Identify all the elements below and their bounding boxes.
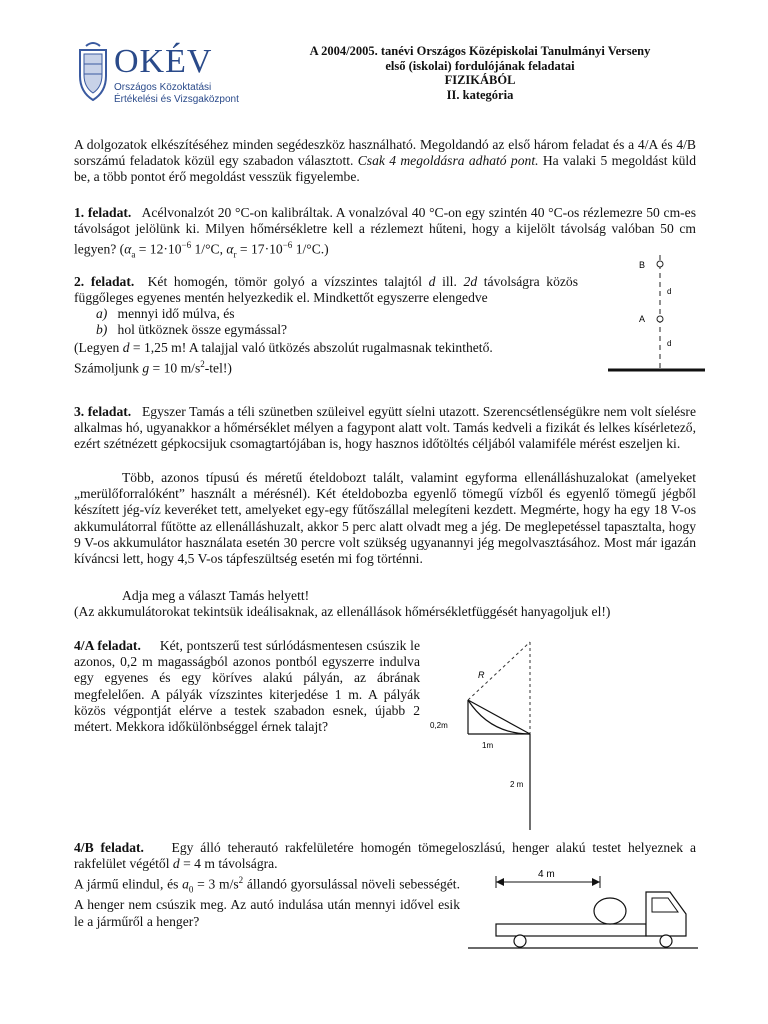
task2-note1: (Legyen d = 1,25 m! A talajjal való ütközés abszolút rugalmasnak tekinthető. (74, 340, 493, 355)
task3-p2: Több, azonos típusú és méretű ételdobozt talált, valamint egyforma ellenálláshuzalokat (amelyeket „merülőforralóként” használt a mérésnél). Két ételdobozba egyenlő tömegű vízből és egyenlő tömegű jégből készített jég-víz keveréket tett, amelyeket egy-egy fűtőszállal melegíteni kezdett. Megmérte, hogy ha egy 18 V-os akkumulátorral fűtötte az ellenálláshuzalt, akkor 5 perc alatt olvadt meg a jég. De meglepetéssel tapasztalta, hogy 9 V-os akkumulátor használata esetén 30 percre volt szükség ugyanannyi jég megolvasztásához. Most már igazán kíváncsi lett, hogy 4,5 V-os tápfeszültség esetén mi fog történni. (74, 470, 696, 567)
task4b-text-d: állandó gyorsulással növeli sebességét. A henger nem csúszik meg. Az autó indulása után mennyi idővel esik le a járműről a henger? (74, 876, 460, 929)
label-a: A (639, 314, 646, 324)
task2-figure (605, 250, 705, 370)
crest-icon (76, 42, 110, 102)
cylinder (594, 898, 626, 924)
label-width: 1m (482, 741, 494, 750)
ball-a (657, 316, 663, 322)
label-r: R (478, 670, 485, 680)
task4b-var-a-sub: 0 (188, 884, 194, 895)
task3-p4: (Az akkumulátorokat tekintsük ideálisaknak, az ellenállások hőmérsékletfüggését hanyagoljuk el!) (74, 604, 611, 619)
task2-label: 2. feladat. (74, 274, 135, 289)
logo (76, 42, 246, 112)
label-d2: d (667, 339, 672, 348)
task4b-figure (490, 864, 700, 954)
task2-item-a: a) mennyi idő múlva, és (96, 306, 235, 321)
task4b-paragraph: 4/B feladat. Egy álló teherautó rakfelületére homogén tömegeloszlású, henger alakú testet helyeznek a rakfelület végétől d = 4 m távolságra. (74, 840, 696, 872)
label-drop: 2 m (510, 780, 524, 789)
header-line2: első (iskolai) fordulójának feladatai (385, 58, 575, 73)
intro-paragraph: A dolgozatok elkészítéséhez minden segédeszköz használható. Megoldandó az első három feladat és a 4/A és 4/B sorszámú feladatok közül egy szabadon választott. Csak 4 megoldásra adható pont. Ha valaki 5 megoldást küld be, a több pontot érő megoldást vesszük figyelembe. (74, 137, 696, 185)
task4b-text-c-exp: 2 (238, 875, 244, 885)
straight-track (468, 700, 530, 734)
logo-line2: Értékelési és Vizsgaközpont (114, 94, 239, 105)
task1-label: 1. feladat. (74, 205, 132, 220)
ball-b (657, 261, 663, 267)
task4b-text-b2: A jármű elindul, és (74, 876, 183, 892)
label-height: 0,2m (430, 721, 448, 730)
logo-line1: Országos Közoktatási (114, 82, 212, 93)
arrow-right-icon (592, 878, 600, 886)
label-b: B (639, 260, 646, 270)
wheel-rear (514, 935, 526, 947)
logo-brand: OKÉV (114, 43, 213, 80)
truck-bed (496, 924, 646, 936)
header (255, 44, 705, 102)
wheel-front (660, 935, 672, 947)
task3-p1: 3. feladat. Egyszer Tamás a téli szünetben szüleivel együtt síelni utazott. Szerencsétlenségükre nem volt síelésre alkalmas hó, ugyanakkor a hőmérséklet mélyen a fagypont alatt volt. Tamás kedveli a fizikát és lelkes kísérletező, ezért szétnézett gépkocsijuk csomagtartójában is, hogy hasznos időtöltés céljából valamiféle mérést eszeljen ki. (74, 404, 696, 452)
arrow-left-icon (496, 878, 504, 886)
task4b-text-c: = 3 m/s (193, 876, 239, 892)
task2-item-b: b) hol ütköznek össze egymással? (96, 322, 288, 337)
header-line4: II. kategória (446, 87, 514, 102)
task2-note2: Számoljunk g = 10 $m/s^2-tel$!) (74, 359, 232, 376)
header-line3: FIZIKÁBÓL (444, 73, 516, 87)
task3-p3: Adja meg a választ Tamás helyett! (122, 588, 310, 603)
task3-label: 3. feladat. (74, 404, 132, 419)
header-line1: A 2004/2005. tanévi Országos Középiskolai Tanulmányi Verseny (309, 44, 651, 58)
task1-paragraph: 1. feladat. Acélvonalzót 20 °C-on kalibráltak. A vonalzóval 40 °C-on egy szintén 40 °C-os rézlemezre 50 cm-es távolságot jelölünk ki. Milyen hőmérsékletre kell a rézlemezt hűteni, hogy a kijelölt távolság valóban 50 cm legyen? ($\alpha_a = 12\cdot 10^{-6}$ 1/°C, $\alpha_r = 17\cdot 10^{-6}$ 1/°C.) (74, 205, 696, 260)
task4b-label: 4/B feladat. (74, 840, 144, 855)
task4a-figure (430, 642, 550, 832)
task4b-paragraph-cont (74, 872, 460, 930)
task4b-var-a: a (182, 876, 189, 892)
label-d1: d (667, 287, 672, 296)
intro-italic: Csak 4 megoldásra adható pont. (357, 153, 539, 169)
task4a-paragraph: 4/A feladat. Két, pontszerű test súrlódásmentesen csúszik le azonos, 0,2 m magasságból azonos pontból egyszerre indulva egy egyenes és egy köríves alakú pályán, az ábrának megfelelően. A pályák vízszintes kiterjedése 1 m. A pályák közös végpontját elérve a testek szabadon esnek, újabb 2 métert. Mekkora időkülönbséggel érnek talajt? (74, 638, 420, 735)
task2-paragraph: 2. feladat. Két homogén, tömör golyó a vízszintes talajtól d ill. 2d távolságra közös függőleges egyenes mentén helyezkedik el. Mindkettőt egyszerre elengedve (74, 274, 579, 306)
task4a-label: 4/A feladat. (74, 638, 141, 653)
label-distance: 4 m (538, 869, 555, 880)
